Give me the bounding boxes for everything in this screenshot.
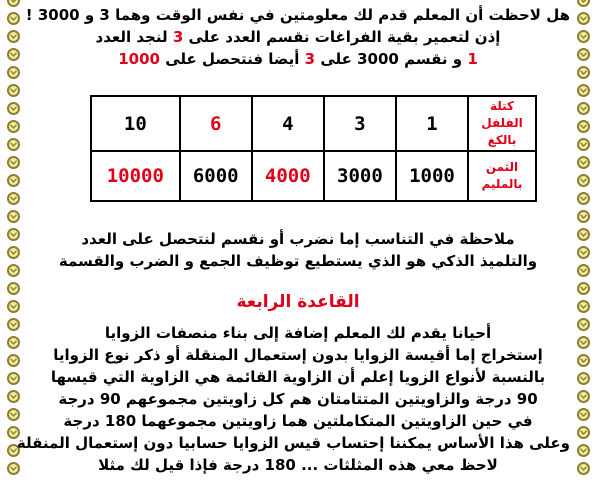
paragraph-line: في حين الزاويتين المتكاملتين هما زاويتين مجموعهما 180 درجة (63, 412, 533, 430)
paragraph-line: إستخراج إما أقيسة الزوايا بدون إستعمال المنقلة أو ذكر نوع الزوايا (53, 346, 543, 364)
ring-icon (7, 102, 20, 115)
ring-icon (577, 444, 590, 457)
note-line-1: ملاحظة في التناسب إما نضرب أو نقسم لنتحصل على العدد (81, 230, 515, 248)
ring-icon (7, 282, 20, 295)
right-border (573, 0, 593, 484)
first-number: 1 (467, 50, 478, 68)
ring-icon (7, 12, 20, 25)
ring-icon (7, 336, 20, 349)
paragraph-line: 90 درجة والزاويتين المتتامتان هم كل زاويتين مجموعهم 90 درجة (58, 390, 538, 408)
ring-icon (7, 174, 20, 187)
table-cell: 3000 (324, 151, 396, 201)
ring-icon (7, 192, 20, 205)
intro-line-2-start: إذن لتعمير بقية الفراغات نقسم العدد على (183, 28, 501, 46)
ring-icon (577, 372, 590, 385)
ring-icon (7, 408, 20, 421)
ring-icon (577, 462, 590, 475)
intro-line-3-mid2: أيضا فنتحصل على (160, 50, 305, 68)
table-cell: 3 (324, 96, 396, 151)
ring-icon (7, 264, 20, 277)
ring-icon (577, 210, 590, 223)
ring-icon (577, 390, 590, 403)
result-number: 1000 (118, 50, 160, 68)
table-cell: 1000 (396, 151, 468, 201)
paragraph-line: وعلى هذا الأساس يمكننا إحتساب قيس الزوايا حسابيا دون إستعمال المنقلة (16, 434, 570, 452)
ring-icon (7, 30, 20, 43)
proportion-table (90, 95, 537, 202)
ring-icon (577, 228, 590, 241)
section-heading: القاعدة الرابعة (236, 292, 360, 312)
ring-icon (7, 84, 20, 97)
ring-icon (577, 120, 590, 133)
ring-icon (577, 318, 590, 331)
divisor-number: 3 (172, 28, 184, 46)
ring-icon (7, 48, 20, 61)
ring-icon (577, 0, 590, 7)
ring-icon (7, 462, 20, 475)
table-cell: 1 (396, 96, 468, 151)
ring-icon (7, 354, 20, 367)
table-row-price (91, 151, 536, 201)
ring-icon (577, 246, 590, 259)
table-row-mass (91, 96, 536, 151)
paragraph-line: بالنسبة لأنواع الزويا إعلم أن الزاوية القائمة هي الزاوية التي قيسها (50, 368, 546, 386)
ring-icon (577, 12, 590, 25)
ring-icon (7, 372, 20, 385)
ring-icon (577, 48, 590, 61)
ring-icon (577, 174, 590, 187)
ring-icon (7, 246, 20, 259)
ring-icon (7, 390, 20, 403)
note-line-2: والتلميذ الذكي هو الذي يستطيع توظيف الجمع و الضرب والقسمة (58, 252, 538, 270)
paragraph-line: أحيانا يقدم لك المعلم إضافة إلى بناء منصفات الزوايا (104, 324, 492, 342)
ring-icon (577, 354, 590, 367)
ring-icon (577, 156, 590, 169)
row-label-mass: كتلة الفلفل بالكغ (468, 96, 536, 151)
ring-icon (577, 336, 590, 349)
ring-icon (7, 0, 20, 7)
ring-icon (577, 66, 590, 79)
intro-block (26, 4, 570, 70)
table-cell: 6000 (180, 151, 252, 201)
ring-icon (577, 84, 590, 97)
ring-icon (7, 210, 20, 223)
table-cell: 10000 (91, 151, 180, 201)
ring-icon (577, 282, 590, 295)
section-paragraph (16, 322, 570, 476)
ring-icon (7, 156, 20, 169)
ring-icon (577, 264, 590, 277)
divisor-number-2: 3 (304, 50, 316, 68)
ring-icon (7, 66, 20, 79)
paragraph-line: لاحظ معي هذه المثلثات ... 180 درجة فإذا قيل لك مثلا (98, 456, 498, 474)
table-cell: 4000 (252, 151, 324, 201)
ring-icon (7, 228, 20, 241)
ring-icon (577, 426, 590, 439)
intro-line-2 (26, 26, 570, 48)
intro-line-1: هل لاحظت أن المعلم قدم لك معلومتين في نفس الوقت وهما 3 و 3000 ! (25, 6, 570, 24)
ring-icon (7, 138, 20, 151)
table-cell: 10 (91, 96, 180, 151)
ring-icon (7, 120, 20, 133)
intro-line-3-mid: و نقسم 3000 على (315, 50, 468, 68)
document-page (16, 0, 570, 474)
table-cell: 6 (180, 96, 252, 151)
note-block (26, 228, 570, 272)
ring-icon (577, 30, 590, 43)
ring-icon (577, 300, 590, 313)
row-label-price: الثمن بالمليم (468, 151, 536, 201)
ring-icon (577, 192, 590, 205)
ring-icon (577, 138, 590, 151)
intro-line-2-end: لنجد العدد (95, 28, 173, 46)
ring-icon (7, 300, 20, 313)
ring-icon (7, 318, 20, 331)
ring-icon (577, 408, 590, 421)
table-cell: 4 (252, 96, 324, 151)
intro-line-3 (26, 48, 570, 70)
ring-icon (577, 102, 590, 115)
left-border (3, 0, 23, 484)
